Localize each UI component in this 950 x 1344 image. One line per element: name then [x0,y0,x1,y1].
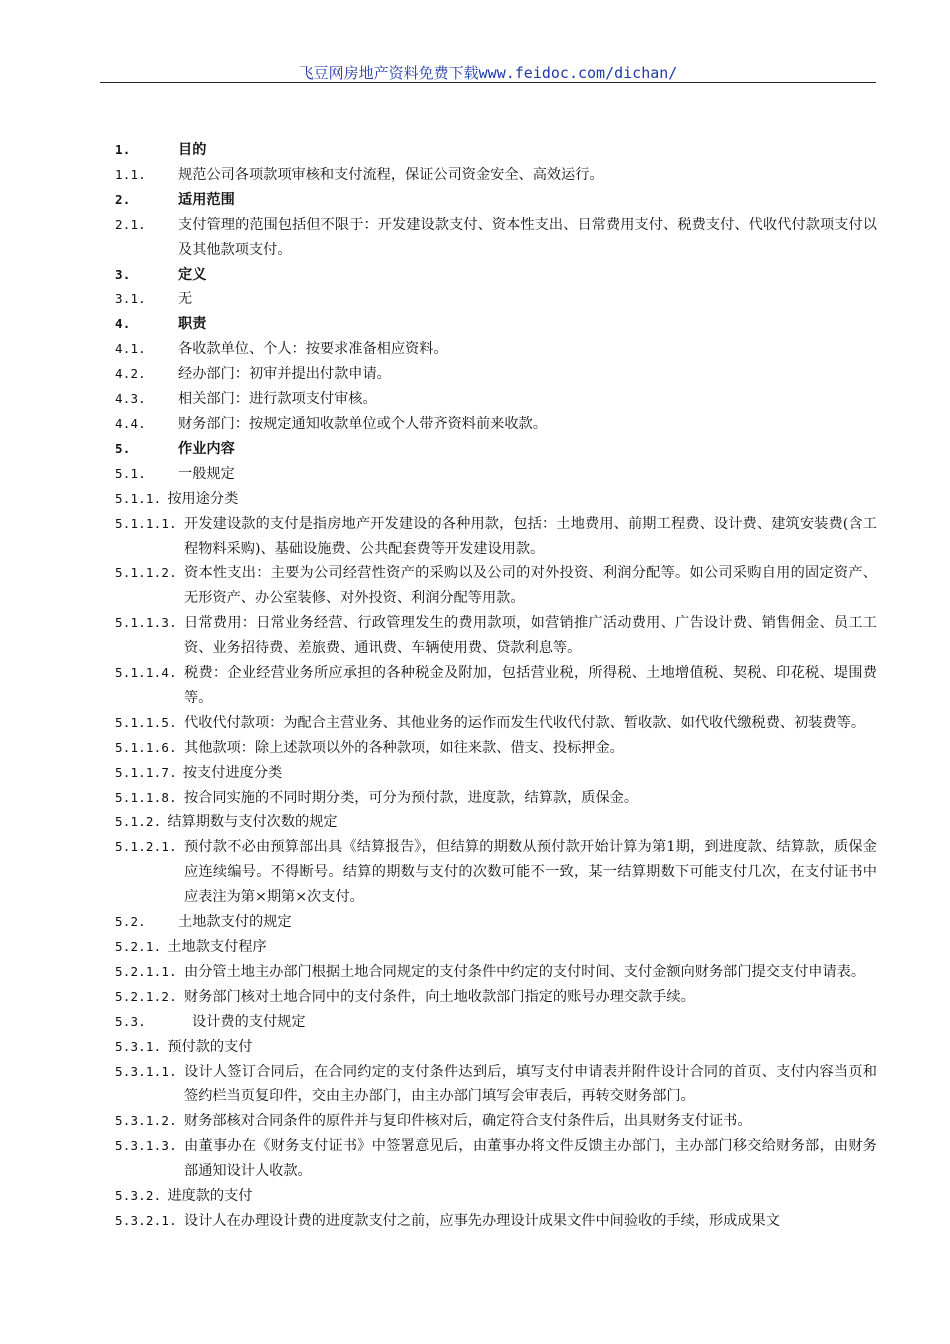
clause-number: 2. [115,191,131,207]
clause-number: 5.1.1.6. [115,739,177,755]
clause-row [115,835,877,910]
clause-number: 4.1. [115,341,146,357]
clause-number: 5.3. [115,1013,146,1029]
clause-text: 财务部门：按规定通知收款单位或个人带齐资料前来收款。 [178,415,547,432]
page-header [100,62,876,83]
clause-row [115,1109,877,1134]
clause-number: 5.2.1.1. [115,963,177,979]
clause-text: 相关部门：进行款项支付审核。 [178,391,377,408]
clause-row [115,960,877,985]
section-heading [115,437,877,462]
clause-row [115,412,877,437]
clause-text: 支付管理的范围包括但不限于：开发建设款支付、资本性支出、日常费用支付、税费支付、代收代付款项支付以及其他款项支付。 [178,216,877,258]
clause-text: 土地款支付程序 [167,939,267,955]
clause-text: 其他款项：除上述款项以外的各种款项，如往来款、借支、投标押金。 [184,739,624,756]
clause-number: 5.1.2. [115,814,162,830]
clause-row [115,462,877,487]
clause-row [115,1134,877,1184]
clause-row [115,810,877,835]
clause-number: 4.3. [115,391,146,407]
clause-number: 5.2.1.2. [115,988,177,1004]
clause-text: 代收代付款项：为配合主营业务、其他业务的运作而发生代收代付款、暂收款、如代收代缴税费、初装费等。 [184,714,866,731]
clause-number: 5.3.1.2. [115,1113,177,1129]
clause-row [115,611,877,661]
header-divider [100,82,876,83]
clause-text: 设计人签订合同后，在合同约定的支付条件达到后，填写支付申请表并附件设计合同的首页、支付内容当页和签约栏当页复印件，交由主办部门，由主办部门填写会审表后，再转交财务部门。 [184,1063,877,1105]
clause-row [115,985,877,1010]
clause-text: 由分管土地主办部门根据土地合同规定的支付条件中约定的支付时间、支付金额向财务部门提交支付申请表。 [184,963,866,980]
clause-text: 设计费的支付规定 [192,1013,306,1030]
clause-text: 进度款的支付 [167,1188,253,1205]
clause-text: 土地款支付的规定 [178,914,292,931]
clause-text: 财务部门核对土地合同中的支付条件，向土地收款部门指定的账号办理交款手续。 [184,988,695,1005]
clause-number: 5.1.1.5. [115,714,177,730]
clause-text: 按用途分类 [167,490,239,507]
clause-text: 由董事办在《财务支付证书》中签署意见后，由董事办将文件反馈主办部门，主办部门移交给财务部，由财务部通知设计人收款。 [184,1138,877,1180]
clause-text: 财务部核对合同条件的原件并与复印件核对后，确定符合支付条件后，出具财务支付证书。 [184,1113,752,1130]
clause-row [115,1010,877,1035]
section-heading [115,138,877,163]
clause-row [115,1184,877,1209]
clause-text: 设计人在办理设计费的进度款支付之前，应事先办理设计成果文件中间验收的手续，形成成果文 [184,1212,780,1229]
clause-text: 预付款不必由预算部出具《结算报告》，但结算的期数从预付款开始计算为第1期，到进度款、结算款，质保金应连续编号。不得断号。结算的期数与支付的次数可能不一致，某一结算期数下可能支付几次，在支付证书中应表注为第×期第×次支付。 [184,839,877,906]
clause-text: 规范公司各项款项审核和支付流程，保证公司资金安全、高效运行。 [178,166,604,183]
clause-row [115,512,877,562]
clause-number: 5.1.1.1. [115,515,177,531]
clause-text: 经办部门：初审并提出付款申请。 [178,366,391,383]
clause-row [115,1035,877,1060]
clause-text: 一般规定 [178,465,235,482]
clause-number: 5.1.1.7. [115,764,177,780]
header-url[interactable]: www.feidoc.com/dichan/ [478,64,678,82]
clause-number: 5. [115,440,131,456]
section-title: 作业内容 [178,440,235,457]
document-body [115,138,877,1234]
clause-number: 3. [115,266,131,282]
clause-number: 5.1.1.8. [115,789,177,805]
clause-row [115,711,877,736]
clause-row [115,387,877,412]
clause-row [115,337,877,362]
clause-row [115,163,877,188]
header-title: 飞豆网房地产资料免费下载 [298,64,479,82]
section-title: 目的 [178,142,207,158]
clause-row [115,910,877,935]
clause-row [115,487,877,512]
clause-row [115,736,877,761]
clause-text: 按合同实施的不同时期分类，可分为预付款，进度款，结算款，质保金。 [184,789,639,806]
clause-row [115,213,877,263]
clause-number: 5.1.1.4. [115,665,177,681]
clause-number: 5.3.1.3. [115,1138,177,1154]
section-title: 适用范围 [178,191,235,208]
clause-number: 5.1.1. [115,490,162,506]
clause-text: 按支付进度分类 [182,764,283,781]
section-heading [115,263,877,288]
clause-number: 1.1. [115,166,146,182]
clause-text: 日常费用：日常业务经营、行政管理发生的费用款项，如营销推广活动费用、广告设计费、销售佣金、员工工资、业务招待费、差旅费、通讯费、车辆使用费、贷款利息等。 [184,615,877,657]
clause-text: 预付款的支付 [167,1038,253,1055]
clause-text: 资本性支出：主要为公司经营性资产的采购以及公司的对外投资、利润分配等。如公司采购自用的固定资产、无形资产、办公室装修、对外投资、利润分配等用款。 [184,565,877,607]
clause-row [115,362,877,387]
clause-row [115,561,877,611]
clause-number: 5.3.2.1. [115,1212,177,1228]
clause-text: 开发建设款的支付是指房地产开发建设的各种用款，包括：土地费用、前期工程费、设计费、建筑安装费(含工程物料采购)、基础设施费、公共配套费等开发建设用款。 [184,515,877,557]
clause-row [115,935,877,960]
clause-text: 结算期数与支付次数的规定 [167,814,338,831]
clause-number: 5.2.1. [115,939,162,954]
clause-row [115,661,877,711]
clause-row [115,786,877,811]
clause-row [115,761,877,786]
clause-number: 1. [115,142,131,157]
clause-number: 5.3.1.1. [115,1063,177,1079]
clause-number: 4. [115,316,131,332]
clause-number: 4.2. [115,366,146,382]
clause-row [115,1060,877,1110]
clause-number: 4.4. [115,415,146,431]
clause-text: 各收款单位、个人：按要求准备相应资料。 [178,341,448,358]
clause-number: 5.1.1.2. [115,565,177,581]
clause-number: 5.1. [115,465,146,481]
clause-number: 5.1.2.1. [115,839,177,855]
clause-number: 2.1. [115,216,146,232]
clause-number: 5.3.2. [115,1188,162,1204]
section-heading [115,312,877,337]
clause-row [115,1209,877,1234]
section-title: 职责 [178,316,207,333]
clause-text: 无 [178,291,193,308]
clause-text: 税费：企业经营业务所应承担的各种税金及附加，包括营业税，所得税、土地增值税、契税、印花税、堤围费等。 [184,665,877,706]
clause-number: 3.1. [115,291,146,307]
clause-number: 5.1.1.3. [115,615,177,631]
section-heading [115,188,877,213]
clause-number: 5.2. [115,914,146,930]
clause-number: 5.3.1. [115,1038,162,1054]
section-title: 定义 [178,266,207,283]
clause-row [115,287,877,312]
